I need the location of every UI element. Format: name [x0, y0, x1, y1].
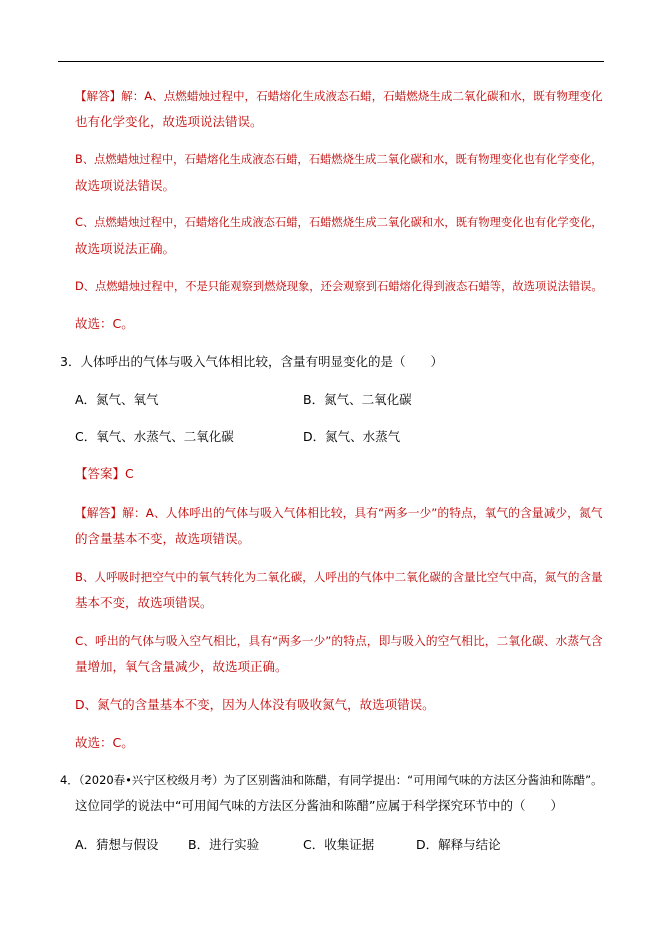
q2-solution-a-line2: 也有化学变化，故选项说法错误。 [75, 114, 263, 129]
q3-option-b: B．氮气、二氧化碳 [303, 392, 412, 407]
q4-stem-line1: 4．（2020春•兴宁区校级月考）为了区别酱油和陈醋，有同学提出：“可用闻气味的方法区分酱油和陈醋”。 [60, 773, 603, 787]
q3-stem: 3．人体呼出的气体与吸入气体相比较，含量有明显变化的是（ ） [60, 354, 443, 369]
q4-option-a: A．猜想与假设 [75, 837, 159, 852]
q3-option-a: A．氮气、氧气 [75, 392, 159, 407]
q2-solution-d-line1: D、点燃蜡烛过程中，不是只能观察到燃烧现象，还会观察到石蜡熔化得到液态石蜡等，故选项说法错误。 [75, 280, 603, 293]
q3-solution-c-line1: C、呼出的气体与吸入空气相比，具有“两多一少”的特点，即与吸入的空气相比，二氧化碳、水蒸气含 [75, 634, 603, 648]
q2-choice: 故选：C。 [75, 316, 134, 331]
q4-option-b: B．进行实验 [188, 837, 260, 852]
q2-solution-a-line1: 【解答】解：A、点燃蜡烛过程中，石蜡熔化生成液态石蜡，石蜡燃烧生成二氧化碳和水，既有物理变化 [75, 89, 603, 103]
q3-solution-a-line2: 的含量基本不变，故选项错误。 [75, 531, 251, 546]
q3-answer: 【答案】C [75, 466, 134, 481]
header-rule [58, 61, 604, 62]
q3-solution-b-line1: B、人呼吸时把空气中的氧气转化为二氧化碳，人呼出的气体中二氧化碳的含量比空气中高，氮气的含量 [75, 570, 603, 584]
q4-option-d: D．解释与结论 [416, 837, 501, 852]
q3-solution-b-line2: 基本不变，故选项错误。 [75, 595, 213, 610]
q3-option-d: D．氮气、水蒸气 [303, 429, 401, 444]
q2-solution-c-line1: C、点燃蜡烛过程中，石蜡熔化生成液态石蜡，石蜡燃烧生成二氧化碳和水，既有物理变化也有化学变化， [75, 216, 603, 229]
q4-option-c: C．收集证据 [303, 837, 375, 852]
q3-solution-d-line1: D、氮气的含量基本不变，因为人体没有吸收氮气，故选项错误。 [75, 697, 435, 712]
q3-option-c: C．氧气、水蒸气、二氧化碳 [75, 429, 234, 444]
q2-solution-b-line1: B、点燃蜡烛过程中，石蜡熔化生成液态石蜡，石蜡燃烧生成二氧化碳和水，既有物理变化也有化学变化， [75, 153, 603, 166]
q4-stem-line2: 这位同学的说法中“可用闻气味的方法区分酱油和陈醋”应属于科学探究环节中的（ ） [75, 798, 563, 813]
q3-solution-a-line1: 【解答】解：A、人体呼出的气体与吸入气体相比较，具有“两多一少”的特点，氧气的含量减少，氮气 [75, 506, 603, 520]
q2-solution-c-line2: 故选项说法正确。 [75, 241, 176, 256]
q3-choice: 故选：C。 [75, 735, 134, 750]
q3-solution-c-line2: 量增加，氧气含量减少，故选项正确。 [75, 659, 288, 674]
q2-solution-b-line2: 故选项说法错误。 [75, 178, 176, 193]
